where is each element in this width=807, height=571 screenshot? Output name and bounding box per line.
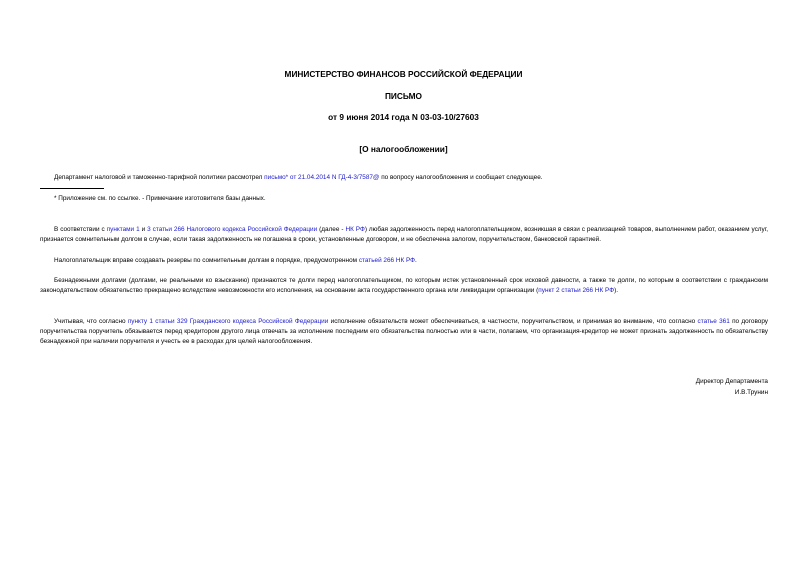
p2-text-2: . (415, 257, 417, 264)
signature-name: И.В.Трунин (734, 389, 768, 396)
p1-text-4: ) любая задолженность перед налогоплательщиком, возникшая в связи с реализацией товаров, выполнением работ, оказанием услуг, признается сомнительным долгом в случае, если такая задолженность не погашена в сроки, установленные договором, и не обеспечена залогом, поручительством, банковской гарантией. (40, 226, 769, 243)
p4-text-3: по договору поручительства поручитель обязывается перед кредитором другого лица отвечать за исполнение последним его обязательства полностью или в части, полагаем, что организация-кредитор не может признать задолженность по обязательству безнадежной при наличии поручителя и учесть ее в расходах для целей налогообложения. (40, 318, 768, 345)
paragraph-3 (40, 276, 768, 296)
link-stat-266-nk[interactable]: 3 статьи 266 Налогового кодекса Российской Федерации (147, 226, 318, 233)
p1-text-3: (далее - (317, 226, 346, 233)
paragraph-2 (40, 256, 768, 266)
ministry-heading: МИНИСТЕРСТВО ФИНАНСОВ РОССИЙСКОЙ ФЕДЕРАЦИИ (284, 69, 523, 79)
link-statya-361[interactable]: статье 361 (697, 318, 730, 325)
intro-text-1: Департамент налоговой и таможенно-тарифной политики рассмотрел (54, 174, 265, 181)
link-punkty-1[interactable]: пунктами 1 (106, 226, 140, 233)
letter-link[interactable]: письмо* от 21.04.2014 N ГД-4-3/7587@ (264, 174, 380, 181)
p3-text-1: Безнадежными долгами (долгами, не реальными ко взысканию) признаются те долги перед налогоплательщиком, по которым истек установленный срок исковой давности, а также те долги, по которым в соответствии с гражданским законодательством обязательство прекращено вследствие невозможности его исполнения, на основании акта государственного органа или ликвидации организации ( (40, 277, 768, 294)
p3-text-2: ). (614, 287, 618, 294)
paragraph-1 (40, 225, 768, 245)
link-statya-266[interactable]: статьей 266 НК РФ (358, 257, 416, 264)
link-punkt-2-stat-266[interactable]: пункт 2 статьи 266 НК РФ (538, 287, 615, 294)
p1-text-2: и (139, 226, 148, 233)
document-subject: [О налогообложении] (359, 144, 448, 154)
paragraph-4 (40, 317, 768, 347)
document-type: ПИСЬМО (384, 91, 423, 101)
p4-text-1: Учитывая, что согласно (54, 318, 128, 325)
intro-paragraph (40, 173, 768, 183)
p2-text-1: Налогоплательщик вправе создавать резервы по сомнительным долгам в порядке, предусмотренном (54, 257, 359, 264)
document-date-number: от 9 июня 2014 года N 03-03-10/27603 (328, 112, 479, 122)
p1-text-1: В соответствии с (54, 226, 107, 233)
p4-text-2: исполнение обязательств может обеспечиваться, в частности, поручительством, и принимая во внимание, что согласно (328, 318, 698, 325)
footnote: * Приложение см. по ссылке. - Примечание изготовителя базы данных. (54, 195, 266, 202)
intro-text-2: по вопросу налогообложения и сообщает следующее. (379, 174, 543, 181)
signature-title: Директор Департамента (695, 378, 768, 385)
link-punkt-1-stat-329-gk[interactable]: пункту 1 статьи 329 Гражданского кодекса Российской Федерации (127, 318, 329, 325)
link-nk-rf[interactable]: НК РФ (345, 226, 365, 233)
footnote-divider (40, 188, 104, 189)
